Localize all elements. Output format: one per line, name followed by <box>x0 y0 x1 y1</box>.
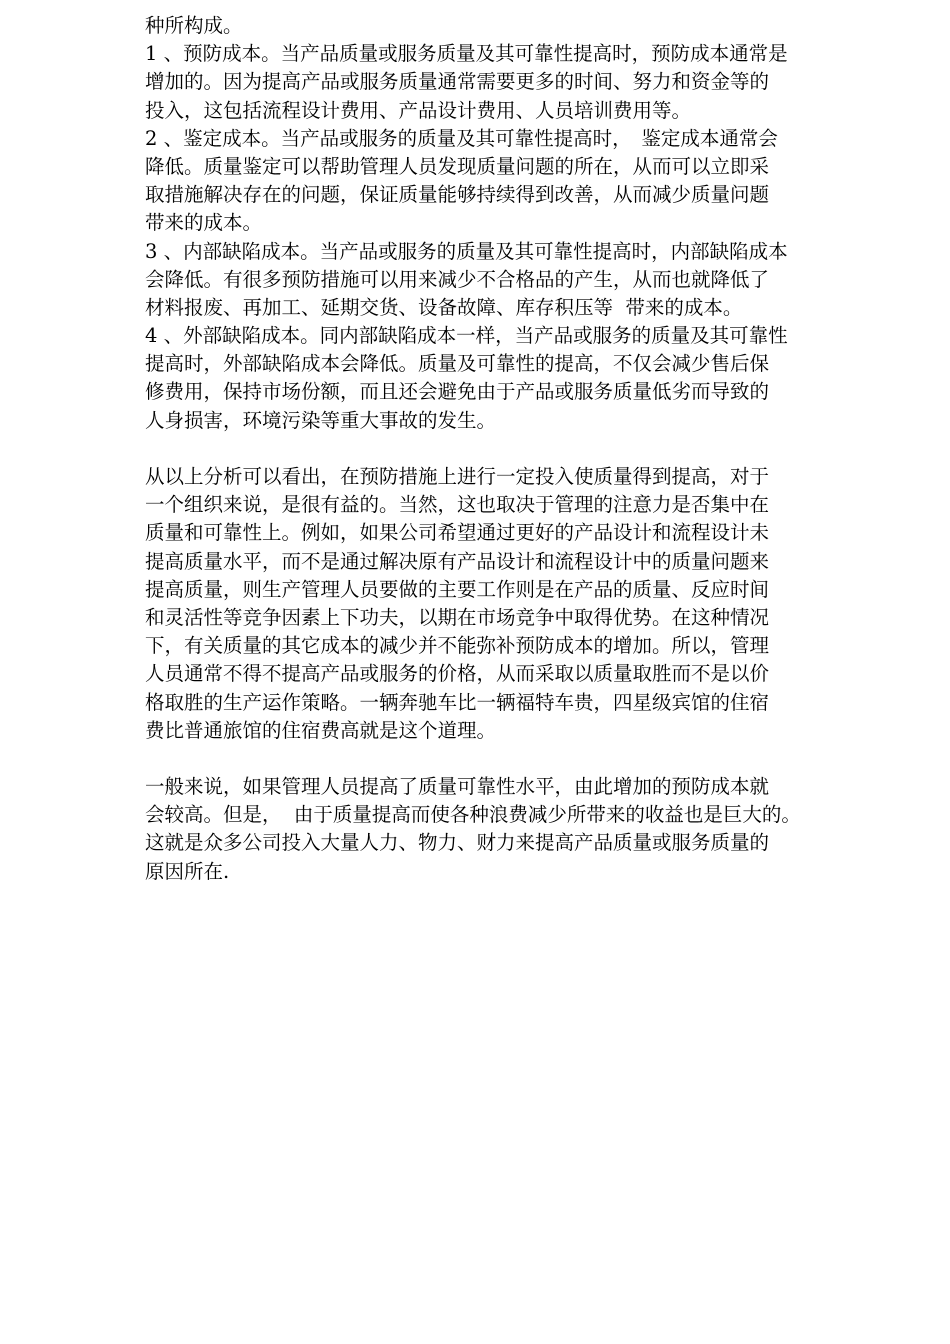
text-line: 投入，这包括流程设计费用、产品设计费用、人员培训费用等。 <box>145 98 692 122</box>
text-line: 增加的。因为提高产品或服务质量通常需要更多的时间、努力和资金等的 <box>145 70 770 94</box>
text-line: 原因所在. <box>145 859 230 883</box>
paragraph-conclusion <box>145 773 905 886</box>
text-line: 1 、预防成本。当产品质量或服务质量及其可靠性提高时，预防成本通常是 <box>145 42 788 66</box>
text-line: 质量和可靠性上。例如，如果公司希望通过更好的产品设计和流程设计未 <box>145 521 770 545</box>
text-line: 取措施解决存在的问题，保证质量能够持续得到改善，从而减少质量问题 <box>145 183 770 207</box>
paragraph-spacer <box>145 745 905 773</box>
text-line: 提高时，外部缺陷成本会降低。质量及可靠性的提高，不仅会减少售后保 <box>145 352 770 376</box>
text-line: 人身损害，环境污染等重大事故的发生。 <box>145 408 497 432</box>
text-line: 降低。质量鉴定可以帮助管理人员发现质量问题的所在，从而可以立即采 <box>145 154 770 178</box>
list-item-prevention-cost <box>145 40 905 125</box>
text-line: 从以上分析可以看出，在预防措施上进行一定投入使质量得到提高，对于 <box>145 465 770 488</box>
text-line: 带来的成本。 <box>145 211 263 235</box>
text-line: 修费用，保持市场份额，而且还会避免由于产品或服务质量低劣而导致的 <box>145 380 770 404</box>
text-line: 格取胜的生产运作策略。一辆奔驰车比一辆福特车贵，四星级宾馆的住宿 <box>145 690 770 714</box>
text-line: 种所构成。 <box>145 14 243 37</box>
text-line: 和灵活性等竞争因素上下功夫，以期在市场竞争中取得优势。在这种情况 <box>145 605 770 629</box>
text-line: 人员通常不得不提高产品或服务的价格，从而采取以质量取胜而不是以价 <box>145 662 770 686</box>
text-line: 会较高。但是， 由于质量提高而使各种浪费减少所带来的收益也是巨大的。 <box>145 803 801 827</box>
paragraph-analysis <box>145 463 905 745</box>
intro-tail <box>145 12 905 40</box>
text-line: 2 、鉴定成本。当产品或服务的质量及其可靠性提高时， 鉴定成本通常会 <box>145 126 778 150</box>
text-line: 会降低。有很多预防措施可以用来减少不合格品的产生，从而也就降低了 <box>145 267 770 291</box>
text-line: 这就是众多公司投入大量人力、物力、财力来提高产品质量或服务质量的 <box>145 831 770 855</box>
list-item-external-failure-cost <box>145 322 905 435</box>
text-line: 提高质量水平，而不是通过解决原有产品设计和流程设计中的质量问题来 <box>145 549 770 573</box>
text-line: 一个组织来说，是很有益的。当然，这也取决于管理的注意力是否集中在 <box>145 493 770 517</box>
text-line: 4 、外部缺陷成本。同内部缺陷成本一样，当产品或服务的质量及其可靠性 <box>145 324 788 348</box>
text-line: 费比普通旅馆的住宿费高就是这个道理。 <box>145 718 497 742</box>
list-item-appraisal-cost <box>145 125 905 238</box>
text-line: 下，有关质量的其它成本的减少并不能弥补预防成本的增加。所以，管理 <box>145 634 770 658</box>
text-line: 3 、内部缺陷成本。当产品或服务的质量及其可靠性提高时，内部缺陷成本 <box>145 239 788 263</box>
text-line: 材料报废、再加工、延期交货、设备故障、库存积压等 带来的成本。 <box>145 295 743 319</box>
paragraph-spacer <box>145 435 905 463</box>
document-body <box>145 12 905 886</box>
text-line: 一般来说，如果管理人员提高了质量可靠性水平，由此增加的预防成本就 <box>145 775 770 799</box>
list-item-internal-failure-cost <box>145 238 905 323</box>
text-line: 提高质量，则生产管理人员要做的主要工作则是在产品的质量、反应时间 <box>145 577 770 601</box>
